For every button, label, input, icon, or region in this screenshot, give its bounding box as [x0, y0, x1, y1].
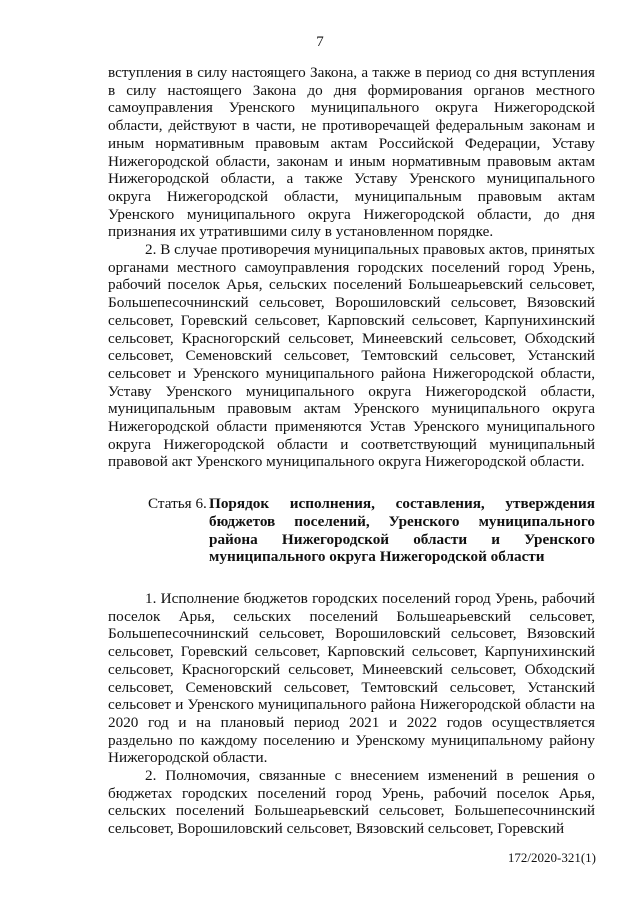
article-heading — [108, 495, 595, 566]
article-title: Порядок исполнения, составления, утверждения бюджетов поселений, Уренского муниципального района Нижегородской области и Уренского муниципального округа Нижегородской области — [209, 495, 595, 566]
document-code: 172/2020-321(1) — [507, 850, 596, 865]
document-body — [108, 64, 595, 838]
article-paragraph-2: 2. Полномочия, связанные с внесением изменений в решения о бюджетах городских поселений город Урень, рабочий поселок Арья, сельских поселений Большеарьевский сельсовет, Большепесочнинский сельсовет, Ворошиловский сельсовет, Вязовский сельсовет, Горевский — [108, 767, 595, 838]
paragraph-continuation: вступления в силу настоящего Закона, а также в период со дня вступления в силу настоящего Закона до дня формирования органов местного самоуправления Уренского муниципального округа Нижегородской области, действуют в части, не противоречащей федеральным законам и иным нормативным правовым актам Российской Федерации, Уставу Нижегородской области, законам и иным нормативным правовым актам Нижегородской области, а также Уставу Уренского муниципального округа Нижегородской области, муниципальным правовым актам Уренского муниципального округа Нижегородской области, до дня признания их утратившими силу в установленном порядке. — [108, 64, 595, 241]
article-label: Статья 6. — [148, 495, 207, 513]
page-number: 7 — [316, 34, 324, 50]
article-paragraph-1: 1. Исполнение бюджетов городских поселений город Урень, рабочий поселок Арья, сельских поселений Большеарьевский сельсовет, Большепесочнинский сельсовет, Ворошиловский сельсовет, Вязовский сельсовет, Горевский сельсовет, Карповский сельсовет, Карпунихинский сельсовет, Красногорский сельсовет, Минеевский сельсовет, Обходский сельсовет, Семеновский сельсовет, Темтовский сельсовет, Устанский сельсовет и Уренского муниципального района Нижегородской области на 2020 год и на плановый период 2021 и 2022 годов осуществляется раздельно по каждому поселению и Уренскому муниципальному району Нижегородской области. — [108, 589, 595, 767]
paragraph-2: 2. В случае противоречия муниципальных правовых актов, принятых органами местного самоуправления городских поселений город Урень, рабочий поселок Арья, сельских поселений Большеарьевский сельсовет, Большепесочнинский сельсовет, Ворошиловский сельсовет, Вязовский сельсовет, Горевский сельсовет, Карповский сельсовет, Карпунихинский сельсовет, Красногорский сельсовет, Минеевский сельсовет, Обходский сельсовет, Семеновский сельсовет, Темтовский сельсовет, Устанский сельсовет и Уренского муниципального района Нижегородской области, Уставу Уренского муниципального округа Нижегородской области, муниципальным правовым актам Уренского муниципального округа Нижегородской области применяются Устав Уренского муниципального округа Нижегородской области и соответствующий муниципальный правовой акт Уренского муниципального округа Нижегородской области. — [108, 241, 595, 471]
